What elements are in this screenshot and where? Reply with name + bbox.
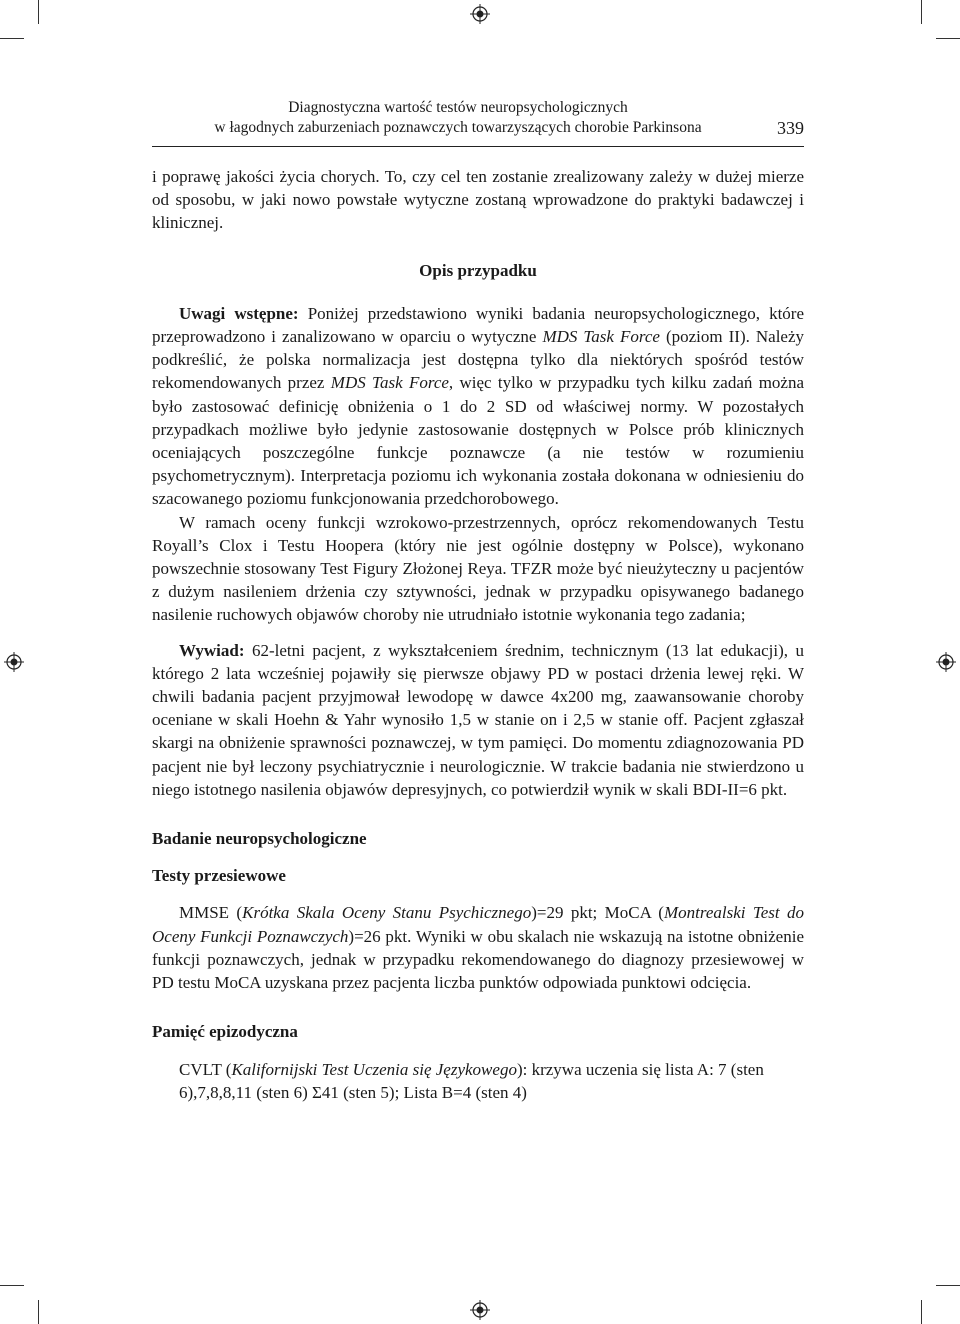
article-body [152,165,804,1104]
case-section-title: Opis przypadku [419,260,537,280]
crop-mark-bottom-right-v [921,1300,922,1324]
preliminary-text-b: (poziom II). Należy podkreślić, że polska normalizacja jest dostępna tylko dla niektórych spośród testów rekomendowanych przez [152,327,805,393]
screening-subsection-title: Testy przesiewowe [152,866,286,886]
registration-mark-icon [470,1300,490,1320]
running-header [152,98,804,138]
preliminary-notes-paragraph [152,302,804,511]
crop-mark-bottom-left-v [38,1300,39,1324]
mds-task-force-term: MDS Task Force [542,327,660,347]
interview-label: Wywiad: [179,640,245,660]
crop-mark-top-left-h [0,38,24,39]
crop-mark-bottom-left-h [0,1285,24,1286]
cvlt-text-b: ): krzywa uczenia się lista A: 7 (sten 6),7,8,8,11 (sten 6) Σ41 (sten 5); Lista B=4 (sten 4) [179,1059,764,1102]
preliminary-notes-label: Uwagi wstępne: [179,303,299,323]
mmse-text-a: MMSE ( [179,903,243,923]
moca-full-name: Montrealski Test do Oceny Funkcji Poznawczych [152,903,804,946]
running-header-line-2: w łagodnych zaburzeniach poznawczych towarzyszących chorobie Parkinsona [214,119,702,136]
cvlt-text-a: CVLT ( [179,1059,232,1079]
cvlt-results-paragraph [152,1058,804,1104]
mmse-text-b: )=29 pkt; MoCA ( [531,903,664,923]
mmse-text-c: )=26 pkt. Wyniki w obu skalach nie wskazują na istotne obniżenie funkcji poznawczych, jednak w przypadku rekomendowanego do diagnozy przesiewowej w PD testu MoCA uzyskana przez pacjenta liczba punktów odpowiada punktowi odcięcia. [152,926,804,993]
page-number: 339 [777,118,804,138]
mmse-full-name: Krótka Skala Oceny Stanu Psychicznego [242,903,532,923]
preliminary-text-a: Poniżej przedstawiono wyniki badania neuropsychologicznego, które przeprowadzono i zanalizowano w oparciu o wytyczne [152,303,804,347]
crop-mark-top-right-h [936,38,960,39]
interview-paragraph [152,639,804,801]
mds-task-force-term: MDS Task Force [330,373,449,393]
crop-mark-bottom-right-h [936,1285,960,1286]
registration-mark-icon [470,4,490,24]
interview-text: 62-letni pacjent, z wykształceniem średnim, technicznym (13 lat edukacji), u którego 2 lata wcześniej pojawiły się pierwsze objawy PD w postaci drżenia lewej ręki. W chwili badania pacjent przyjmował lewodopę w dawce 4x200 mg, zaawansowanie choroby oceniane w skali Hoehn & Yahr wynosiło 1,5 w stanie on i 2,5 w stanie off. Pacjent zgłaszał skargi na obniżenie sprawności poznawczej, w tym pamięci. Do momentu zdiagnozowania PD pacjent nie był leczony psychiatrycznie i neurologicznie. W trakcie badania nie stwierdzono u niego istotnego nasilenia objawów depresyjnych, co potwierdził wynik w skali BDI-II=6 pkt. [152,640,804,799]
registration-mark-icon [936,652,956,672]
running-header-line-1: Diagnostyczna wartość testów neuropsychologicznych [288,99,628,116]
visuospatial-paragraph: W ramach oceny funkcji wzrokowo-przestrzennych, oprócz rekomendowanych Testu Royall’s Clox i Testu Hoopera (który nie jest ogólnie dostępny w Polsce), wykonano powszechnie stosowany Test Figury Złożonej Reya. TFZR może być nieużyteczny u pacjentów z dużym nasileniem drżenia czy sztywności, jednak w przypadku opisywanego badanego nasilenie ruchowych objawów choroby nie utrudniało istotnie wykonania tego zadania; [152,512,804,625]
preliminary-text-c: , więc tylko w przypadku tych kilku zadań można było zastosować definicję obniżenia o 1 do 2 SD od właściwej normy. W pozostałych przypadkach możliwe było jedynie zastosowanie dostępnych w Polsce prób klinicznych oceniających poszczególne funkcje poznawcze (a nie testów w rozumieniu psychometrycznym). Interpretacja poziomu ich wykonania została dokonana w odniesieniu do szacowanego poziomu funkcjonowania przedchorobowego. [152,373,805,509]
screening-paragraph [152,901,804,994]
episodic-memory-subsection-title: Pamięć epizodyczna [152,1022,298,1042]
cvlt-full-name: Kalifornijski Test Uczenia się Językowego [231,1059,517,1079]
neuropsych-section-title: Badanie neuropsychologiczne [152,829,367,849]
intro-paragraph: i poprawę jakości życia chorych. To, czy cel ten zostanie zrealizowany zależy w dużej mierze od sposobu, w jaki nowo powstałe wytyczne zostaną wprowadzone do praktyki badawczej i klinicznej. [152,167,804,233]
header-rule [152,146,804,147]
crop-mark-top-right-v [921,0,922,24]
registration-mark-icon [4,652,24,672]
crop-mark-top-left-v [38,0,39,24]
